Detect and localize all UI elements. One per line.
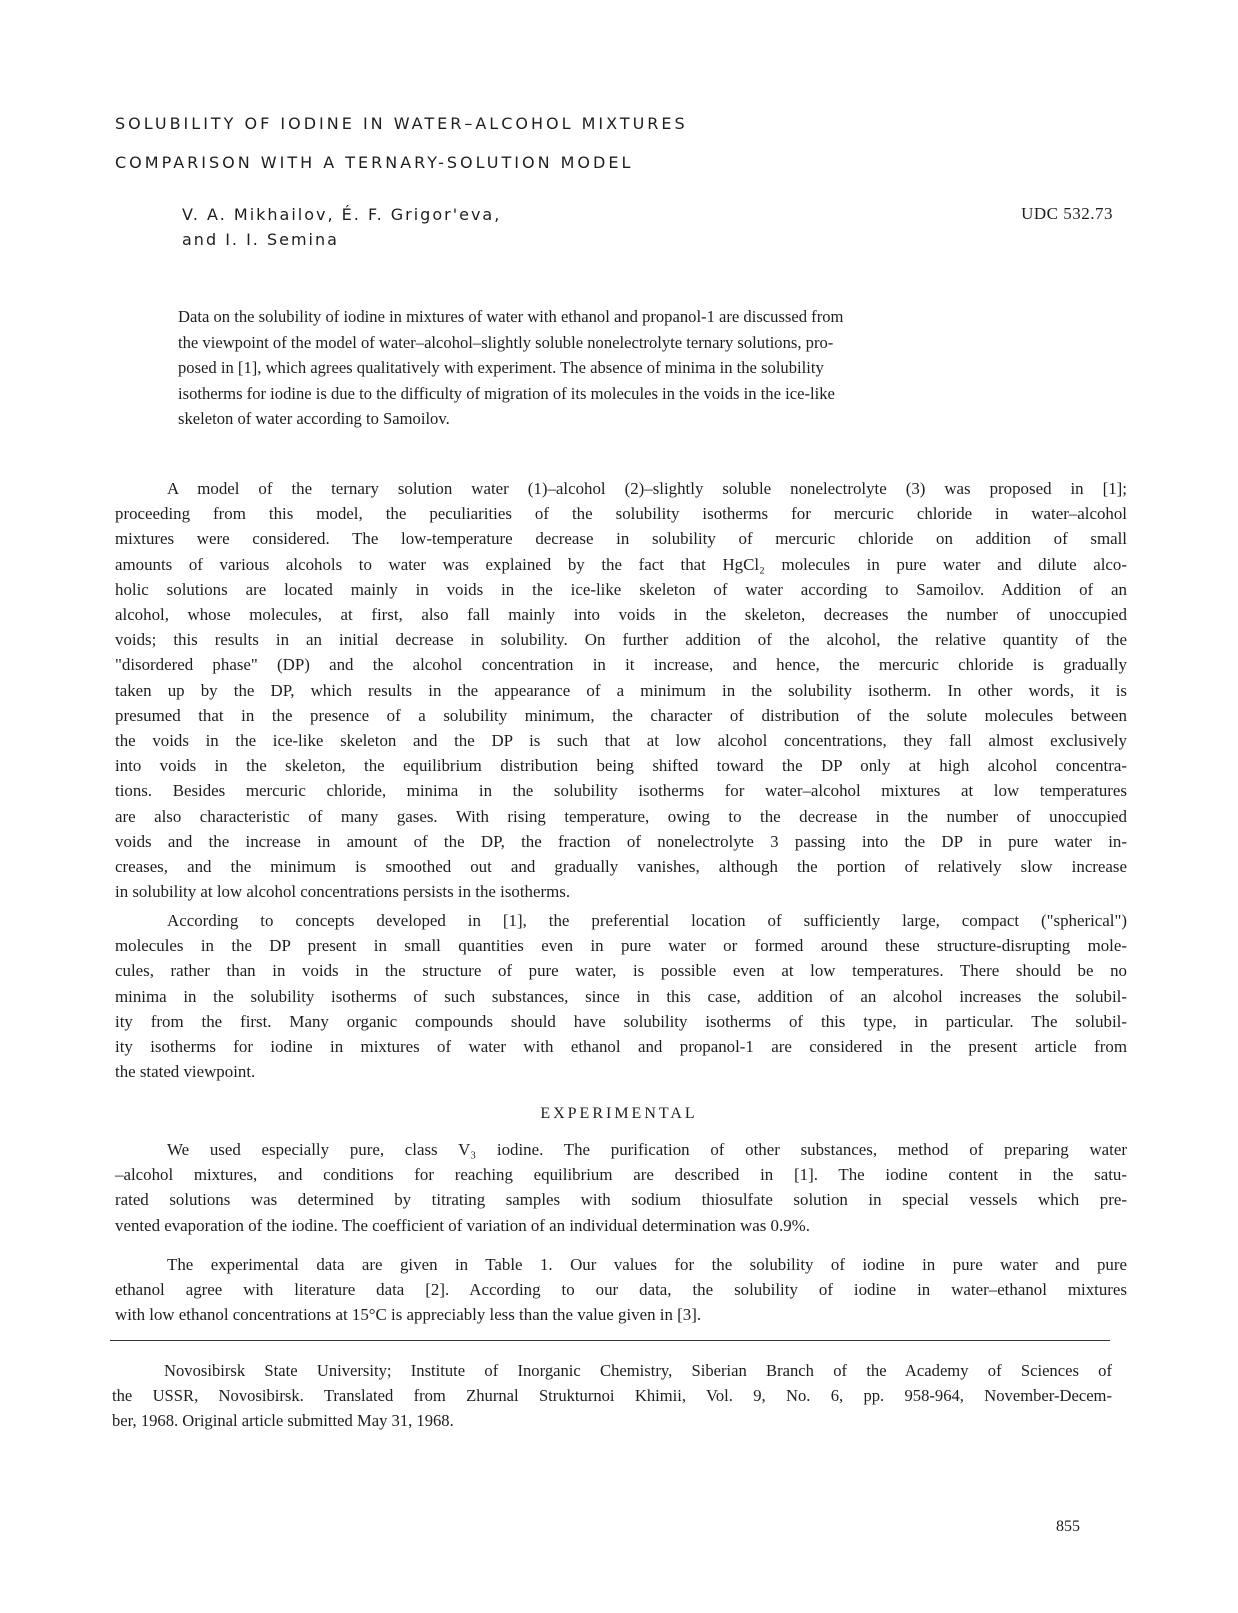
text-line: The experimental data are given in Table 1. Our values for the solubility of iodine in pure water and pure [167, 1255, 1127, 1274]
paragraph-introduction [115, 476, 1127, 904]
text-line: mixtures were considered. The low-temperature decrease in solubility of mercuric chloride on addition of small [115, 529, 1127, 549]
text-line: the voids in the ice-like skeleton and the DP is such that at low alcohol concentrations, they fall almost exclusively [115, 731, 1127, 751]
section-heading-experimental: EXPERIMENTAL [540, 1105, 698, 1122]
text-line: A model of the ternary solution water (1)–alcohol (2)–slightly soluble nonelectrolyte (3) was proposed in [1]; [167, 479, 1127, 498]
text-line: ber, 1968. Original article submitted May 31, 1968. [112, 1411, 454, 1430]
text-line: are also characteristic of many gases. With rising temperature, owing to the decrease in the number of unoccupied [115, 806, 1127, 826]
paragraph-concepts [115, 908, 1127, 1084]
text-line: tions. Besides mercuric chloride, minima in the solubility isotherms for water–alcohol mixtures at low temperatures [115, 781, 1127, 801]
text-line: presumed that in the presence of a solubility minimum, the character of distribution of the solute molecules between [115, 705, 1127, 725]
text-line: voids; this results in an initial decrease in solubility. On further addition of the alcohol, the relative quantity of the [115, 630, 1127, 650]
text-line: ity isotherms for iodine in mixtures of water with ethanol and propanol-1 are considered in the present article from [115, 1037, 1127, 1057]
text-line: molecules in the DP present in small quantities even in pure water or formed around these structure-disrupting mole- [115, 936, 1127, 956]
text-line: holic solutions are located mainly in voids in the ice-like skeleton of water according to Samoilov. Addition of an [115, 579, 1127, 599]
abstract [178, 304, 1058, 432]
footnote [112, 1358, 1112, 1433]
text-line: cules, rather than in voids in the structure of pure water, is possible even at low temperatures. There should be no [115, 961, 1127, 981]
text-line: proceeding from this model, the peculiarities of the solubility isotherms for mercuric chloride in water–alcohol [115, 504, 1127, 524]
text-line: the USSR, Novosibirsk. Translated from Zhurnal Strukturnoi Khimii, Vol. 9, No. 6, pp. 958-964, November-Decem- [112, 1386, 1112, 1405]
abstract-line: skeleton of water according to Samoilov. [178, 409, 450, 428]
title-line-2: COMPARISON WITH A TERNARY-SOLUTION MODEL [115, 153, 634, 172]
text-line: minima in the solubility isotherms of such substances, since in this case, addition of an alcohol increases the solubil- [115, 986, 1127, 1006]
udc-classification: UDC 532.73 [1021, 204, 1113, 223]
abstract-line: isotherms for iodine is due to the difficulty of migration of its molecules in the voids in the ice-like [178, 383, 835, 403]
footnote-divider [110, 1340, 1110, 1341]
text-line: –alcohol mixtures, and conditions for reaching equilibrium are described in [1]. The iodine content in the satu- [115, 1165, 1127, 1185]
text-line: into voids in the skeleton, the equilibrium distribution being shifted toward the DP only at high alcohol concentra- [115, 756, 1127, 776]
text-line: rated solutions was determined by titrating samples with sodium thiosulfate solution in special vessels which pre- [115, 1190, 1127, 1210]
abstract-line: Data on the solubility of iodine in mixtures of water with ethanol and propanol-1 are discussed from [178, 307, 844, 326]
text-line: According to concepts developed in [1], the preferential location of sufficiently large, compact ("spherical") [167, 911, 1127, 930]
text-line: ethanol agree with literature data [2]. According to our data, the solubility of iodine in water–ethanol mixtures [115, 1280, 1127, 1300]
text-line: in solubility at low alcohol concentrations persists in the isotherms. [115, 882, 571, 902]
paragraph-experimental-data [115, 1252, 1127, 1328]
text-line: amounts of various alcohols to water was explained by the fact that HgCl₂ molecules in pure water and dilute alco- [115, 554, 1127, 574]
text-line: ity from the first. Many organic compounds should have solubility isotherms of this type, in particular. The solubil- [115, 1011, 1127, 1031]
abstract-line: the viewpoint of the model of water–alcohol–slightly soluble nonelectrolyte ternary solutions, pro- [178, 332, 834, 352]
text-line: creases, and the minimum is smoothed out and gradually vanishes, although the portion of relatively slow increase [115, 857, 1127, 877]
page-number: 855 [1056, 1518, 1080, 1535]
title-line-1: SOLUBILITY OF IODINE IN WATER–ALCOHOL MIXTURES [115, 114, 688, 133]
abstract-line: posed in [1], which agrees qualitatively with experiment. The absence of minima in the solubility [178, 358, 824, 377]
text-line: taken up by the DP, which results in the appearance of a minimum in the solubility isotherm. In other words, it is [115, 680, 1127, 700]
text-line: vented evaporation of the iodine. The coefficient of variation of an individual determination was 0.9%. [115, 1215, 810, 1235]
text-line: voids and the increase in amount of the DP, the fraction of nonelectrolyte 3 passing into the DP in pure water in- [115, 831, 1127, 851]
text-line: alcohol, whose molecules, at first, also fall mainly into voids in the skeleton, decreases the number of unoccupied [115, 605, 1127, 625]
authors-line-1: V. A. Mikhailov, É. F. Grigor'eva, [182, 205, 502, 224]
text-line: "disordered phase" (DP) and the alcohol concentration in it increase, and hence, the mercuric chloride is gradually [115, 655, 1127, 675]
authors-line-2: and I. I. Semina [182, 230, 339, 249]
text-line: the stated viewpoint. [115, 1062, 256, 1082]
text-line: We used especially pure, class V₃ iodine. The purification of other substances, method of preparing water [167, 1140, 1127, 1159]
paragraph-experimental-materials [115, 1137, 1127, 1238]
text-line: with low ethanol concentrations at 15°C is appreciably less than the value given in [3]. [115, 1305, 702, 1325]
text-line: Novosibirsk State University; Institute of Inorganic Chemistry, Siberian Branch of the Academy of Sciences of [164, 1361, 1112, 1380]
authors [182, 202, 501, 252]
